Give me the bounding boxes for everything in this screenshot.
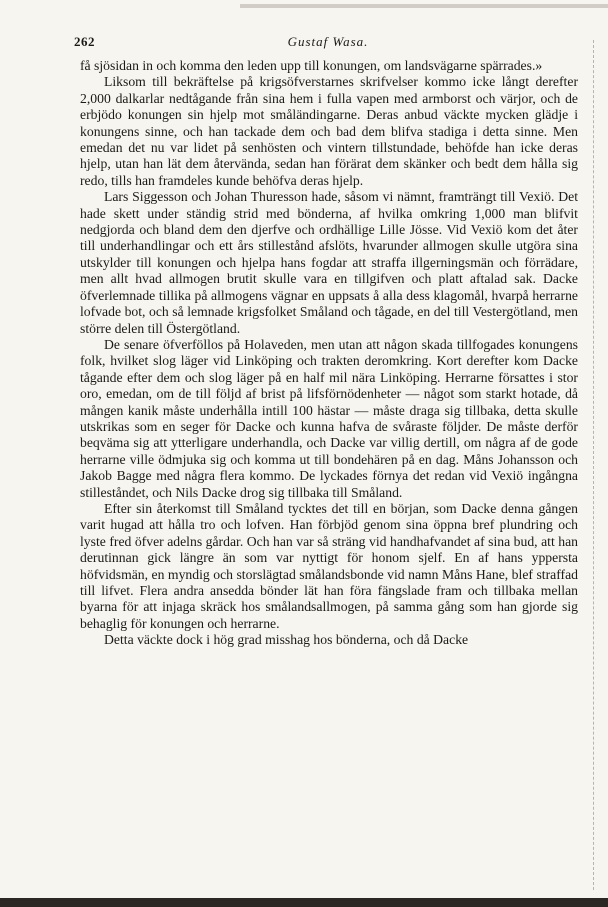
paragraph-misshag: Detta väckte dock i hög grad misshag hos bönderna, och då Dacke: [104, 632, 469, 648]
page-number: 262: [74, 34, 95, 49]
paragraph-aterkomst: Efter sin återkomst till Småland tycktes det till en början, som Dacke denna gången varit hugad att hålla tro och lofven. Han förbjöd genom sina öppna bref plundring och lyste fred öfver adelns gårdar. Och han var så sträng vid handhafvandet af sina bud, att han derutinnan gick längre än som var nyttigt för honom sjelf. En af hans yppersta höfvidsmän, en myndig och storslägtad smålandsbonde vid namn Måns Hane, blef straffad till lifvet. Flera andra ansedda bönder lät han föra fängslade fram och tillbaka mellan byarna för att injaga skräck hos smålandsallmogen, på samma gång som han gjorde sig behaglig för konungen och herrarne.: [80, 500, 578, 631]
paragraph-continued: få sjösidan in och komma den leden upp till konungen, om landsvägarne spärrades.»: [80, 58, 543, 73]
body-text: [80, 58, 578, 649]
page-right-crease: [592, 40, 594, 890]
page-bottom-edge: [0, 898, 608, 907]
paragraph-holaveden: De senare öfverföllos på Holaveden, men utan att någon skada tillfogades konungens folk, hvilket slog läger vid Linköping och trakten deromkring. Kort derefter kom Dacke tågande efter dem och slog läger på en half mil nära Linköping. Herrarne försattes i stor oro, emedan, om de till följd af brist på lifsförnödenheter — något som starkt hotade, då mången kanik måste underhålla intill 100 hästar — måste draga sig tillbaka, detta skulle utskrikas som en seger för Dacke och kunna hafva de svåraste följder. De måste derför beqväma sig att ytterligare underhandla, och Dacke var villig dertill, om några af de gode herrarne ville ödmjuka sig och komma ut till bondehären på en dag. Måns Johansson och Jakob Bagge med några flera kommo. De lyckades förnya det redan vid Vexiö ingångna stilleståndet, och Nils Dacke drog sig tillbaka till Småland.: [80, 336, 578, 500]
paragraph-vexio: Lars Siggesson och Johan Thuresson hade, såsom vi nämnt, framträngt till Vexiö. Det hade skett under ständig strid med bönderna, af hvilka omkring 1,000 man blifvit nedgjorda och bland dem den djerfve och ordhällige Lille Jösse. Vid Vexiö kom det åter till underhandlingar och ett års stillestånd afslöts, hvarunder allmogen skulle utgöra sina utskylder till konungen och hjelpa hans fogdar att straffa illgerningsmän och förrädare, men allt hvad allmogen brutit skulle vara en tillgifven och platt aftalad sak. Dacke öfverlemnade tillika på allmogens vägnar en uppsats å alla dess klagomål, hvarpå herrarne lofvade bot, och så lemnade krigsfolket Småland och tågade, en del till Vestergötland, men större delen till Östergötland.: [80, 189, 578, 336]
running-title: Gustaf Wasa.: [287, 34, 369, 49]
paragraph-dalkarlar: Liksom till bekräftelse på krigsöfverstarnes skrifvelser kommo icke långt derefter 2,000 dalkarlar nedtågande från sina hem i fulla vapen med armborst och värjor, och de erbjödo konungen sin hjelp mot småländingarne. Deras anbud väckte mycken glädje i konungens sinne, och han tackade dem och bad dem blifva stadiga i detta sinne. Men emedan det nu var lidet på senhösten och vintern tillstundade, behöfde han icke deras hjelp, utan han lät dem återvända, sedan han förärat dem skänker och bedt dem hålla sig redo, tills han framdeles kunde behöfva deras hjelp.: [80, 74, 578, 188]
page-header: [74, 34, 582, 54]
page-top-shadow: [240, 4, 608, 8]
